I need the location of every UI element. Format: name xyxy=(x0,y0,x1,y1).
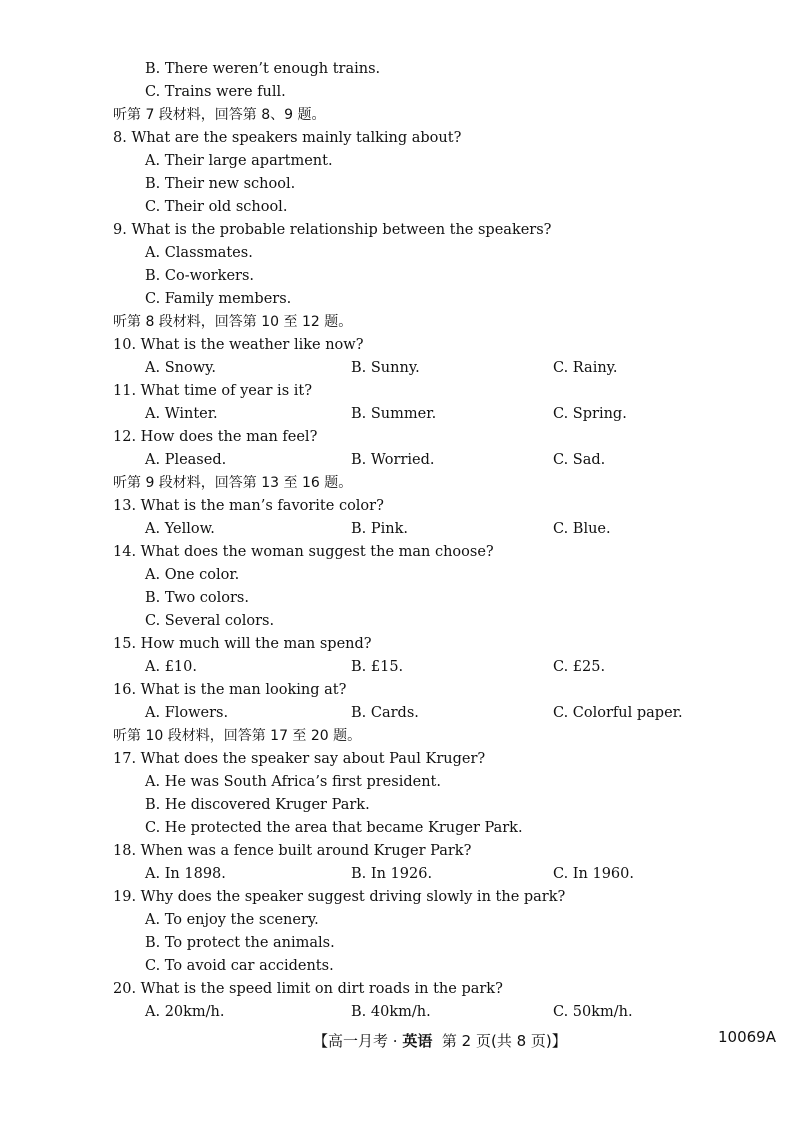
option-b: B. 40km/h. xyxy=(351,1004,431,1020)
options-row xyxy=(113,1001,713,1024)
option-a: A. Pleased. xyxy=(145,452,227,468)
paper-code: 10069A xyxy=(718,1028,776,1046)
question-15: 15. How much will the man spend? xyxy=(113,636,372,652)
question-17: 17. What does the speaker say about Paul Kruger? xyxy=(113,751,486,767)
option-b: B. To protect the animals. xyxy=(145,935,335,951)
question-9: 9. What is the probable relationship between the speakers? xyxy=(113,222,552,238)
option-c: C. Trains were full. xyxy=(145,84,286,100)
option-c: C. Sad. xyxy=(553,452,606,468)
option-b: B. Worried. xyxy=(351,452,435,468)
option-c: C. He protected the area that became Kruger Park. xyxy=(145,820,523,836)
option-a: A. Their large apartment. xyxy=(145,153,333,169)
section-heading: 听第 8 段材料，回答第 10 至 12 题。 xyxy=(113,314,353,330)
option-c: C. Family members. xyxy=(145,291,292,307)
option-a: A. Flowers. xyxy=(145,705,229,721)
options-row xyxy=(113,656,713,679)
option-c: C. £25. xyxy=(553,659,606,675)
option-a: A. 20km/h. xyxy=(145,1004,225,1020)
options-row xyxy=(113,863,713,886)
option-b: B. In 1926. xyxy=(351,866,433,882)
option-a: A. Yellow. xyxy=(145,521,215,537)
option-c: C. To avoid car accidents. xyxy=(145,958,334,974)
option-b: B. Co-workers. xyxy=(145,268,255,284)
option-a: A. To enjoy the scenery. xyxy=(145,912,319,928)
option-a: A. He was South Africa’s first president. xyxy=(145,774,441,790)
option-c: C. 50km/h. xyxy=(553,1004,633,1020)
option-c: C. In 1960. xyxy=(553,866,634,882)
question-14: 14. What does the woman suggest the man choose? xyxy=(113,544,494,560)
question-11: 11. What time of year is it? xyxy=(113,383,312,399)
option-a: A. £10. xyxy=(145,659,197,675)
bracket-close: 】 xyxy=(551,1032,567,1050)
question-20: 20. What is the speed limit on dirt roads in the park? xyxy=(113,981,503,997)
option-b: B. Sunny. xyxy=(351,360,420,376)
option-b: B. Their new school. xyxy=(145,176,296,192)
separator-dot: · xyxy=(388,1032,403,1050)
option-b: B. There weren’t enough trains. xyxy=(145,61,381,77)
option-a: A. Winter. xyxy=(145,406,218,422)
question-18: 18. When was a fence built around Kruger Park? xyxy=(113,843,472,859)
question-13: 13. What is the man’s favorite color? xyxy=(113,498,384,514)
options-row xyxy=(113,702,713,725)
option-c: C. Rainy. xyxy=(553,360,618,376)
option-b: B. Summer. xyxy=(351,406,437,422)
option-b: B. Two colors. xyxy=(145,590,249,606)
question-19: 19. Why does the speaker suggest driving slowly in the park? xyxy=(113,889,566,905)
question-16: 16. What is the man looking at? xyxy=(113,682,347,698)
section-heading: 听第 9 段材料，回答第 13 至 16 题。 xyxy=(113,475,353,491)
question-8: 8. What are the speakers mainly talking about? xyxy=(113,130,462,146)
options-row xyxy=(113,449,713,472)
page-number: 第 2 页(共 8 页) xyxy=(441,1032,552,1050)
option-b: B. He discovered Kruger Park. xyxy=(145,797,370,813)
exam-name: 高一月考 xyxy=(328,1032,389,1050)
section-heading: 听第 7 段材料，回答第 8、9 题。 xyxy=(113,107,326,123)
option-a: A. One color. xyxy=(145,567,240,583)
subject-label: 英语 xyxy=(402,1032,433,1050)
section-heading: 听第 10 段材料，回答第 17 至 20 题。 xyxy=(113,728,362,744)
question-10: 10. What is the weather like now? xyxy=(113,337,364,353)
bracket-open: 【 xyxy=(313,1032,329,1050)
option-b: B. Pink. xyxy=(351,521,409,537)
options-row xyxy=(113,357,713,380)
option-a: A. In 1898. xyxy=(145,866,226,882)
option-b: B. £15. xyxy=(351,659,404,675)
question-list xyxy=(113,58,713,1024)
option-b: B. Cards. xyxy=(351,705,419,721)
option-a: A. Snowy. xyxy=(145,360,216,376)
option-c: C. Several colors. xyxy=(145,613,275,629)
option-c: C. Colorful paper. xyxy=(553,705,683,721)
option-c: C. Blue. xyxy=(553,521,611,537)
option-c: C. Their old school. xyxy=(145,199,288,215)
options-row xyxy=(113,518,713,541)
options-row xyxy=(113,403,713,426)
option-a: A. Classmates. xyxy=(145,245,253,261)
question-12: 12. How does the man feel? xyxy=(113,429,318,445)
page-footer xyxy=(313,1030,567,1051)
option-c: C. Spring. xyxy=(553,406,627,422)
